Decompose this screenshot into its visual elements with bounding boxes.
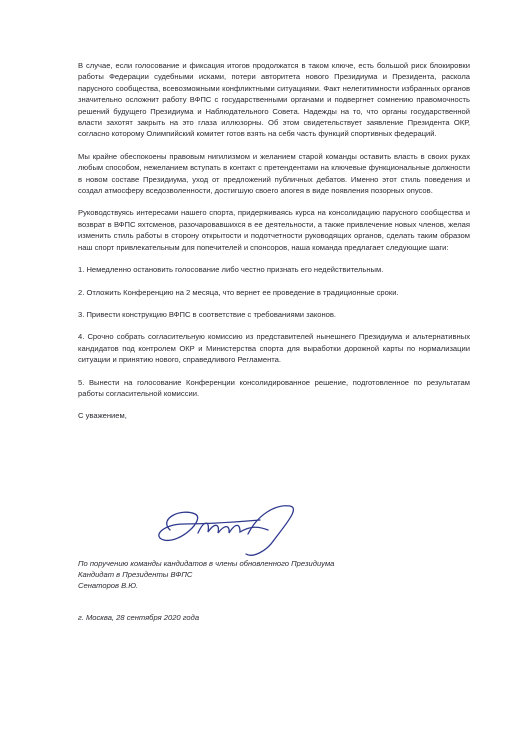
- letter-body: [78, 60, 470, 422]
- signatory-mandate: По поручению команды кандидатов в члены обновленного Президиума: [78, 559, 335, 568]
- place-and-date: г. Москва, 28 сентября 2020 года: [78, 612, 200, 622]
- step-item: 1. Немедленно остановить голосование либо честно признать его недействительным.: [78, 265, 384, 275]
- paragraph-legal-nihilism: Мы крайне обеспокоены правовым нигилизмом и желанием старой команды оставить власть в своих руках любым способом, нежеланием вступать в контакт с претендентами на ключевые функциональные должности в новом составе Президиума, уход от предложений публичных дебатов. Именно этот стиль поведения и создал атмосферу вседозволенности, достигшую своего апогея в виде появления позорных опусов.: [78, 151, 470, 196]
- paragraph-legitimacy-risk: В случае, если голосование и фиксация итогов продолжатся в таком ключе, есть большой риск блокировки работы Федерации судебными исками, потери авторитета нового Президиума и Президента, раскола парусного сообщества, всевозможными конфликтными ситуациями. Факт нелегитимности избранных органов значительно осложнит работу ВФПС с государственными органами и подвергнет сомнению правомочность решений будущего Президиума и Наблюдательного Совета. Надежды на то, что органы государственной власти захотят закрыть на это глаза иллюзорны. Об этом свидетельствует заявление Президента ОКР, согласно которому Олимпийский комитет готов взять на себя часть функций спортивных федераций.: [78, 61, 470, 139]
- signatory-name: Сенаторов В.Ю.: [78, 581, 139, 591]
- paragraph-proposal-intro: Руководствуясь интересами нашего спорта, придерживаясь курса на консолидацию парусного сообщества и возврат в ВФПС яхтсменов, разочаровавшихся в ее деятельности, а также привлечение новых членов, желая изменить стиль работы в сторону открытости и подотчетности руководящих органов, сделать таким образом наш спорт привлекательным для попечителей и спонсоров, наша команда предлагает следующие шаги:: [78, 208, 470, 252]
- step-item: 3. Привести конструкцию ВФПС в соответствие с требованиями законов.: [78, 309, 337, 319]
- closing-salutation: С уважением,: [78, 411, 127, 421]
- proposed-steps-list: [78, 264, 470, 399]
- step-item: 5. Вынести на голосование Конференции консолидированное решение, подготовленное по результатам работы согласительной комиссии.: [78, 377, 470, 398]
- signature-drawing: [140, 500, 310, 560]
- handwritten-signature: [140, 500, 310, 560]
- signatory-title: Кандидат в Президенты ВФПС: [78, 570, 193, 580]
- step-item: 4. Срочно собрать согласительную комиссию из представителей нынешнего Президиума и альтернативных кандидатов под контролем ОКР и Министерства спорта для выработки дорожной карты по нормализации ситуации и принятию нового, справедливого Регламента.: [78, 332, 470, 365]
- signatory-block: [78, 558, 470, 623]
- step-item: 2. Отложить Конференцию на 2 месяца, что вернет ее проведение в традиционные сроки.: [78, 287, 399, 297]
